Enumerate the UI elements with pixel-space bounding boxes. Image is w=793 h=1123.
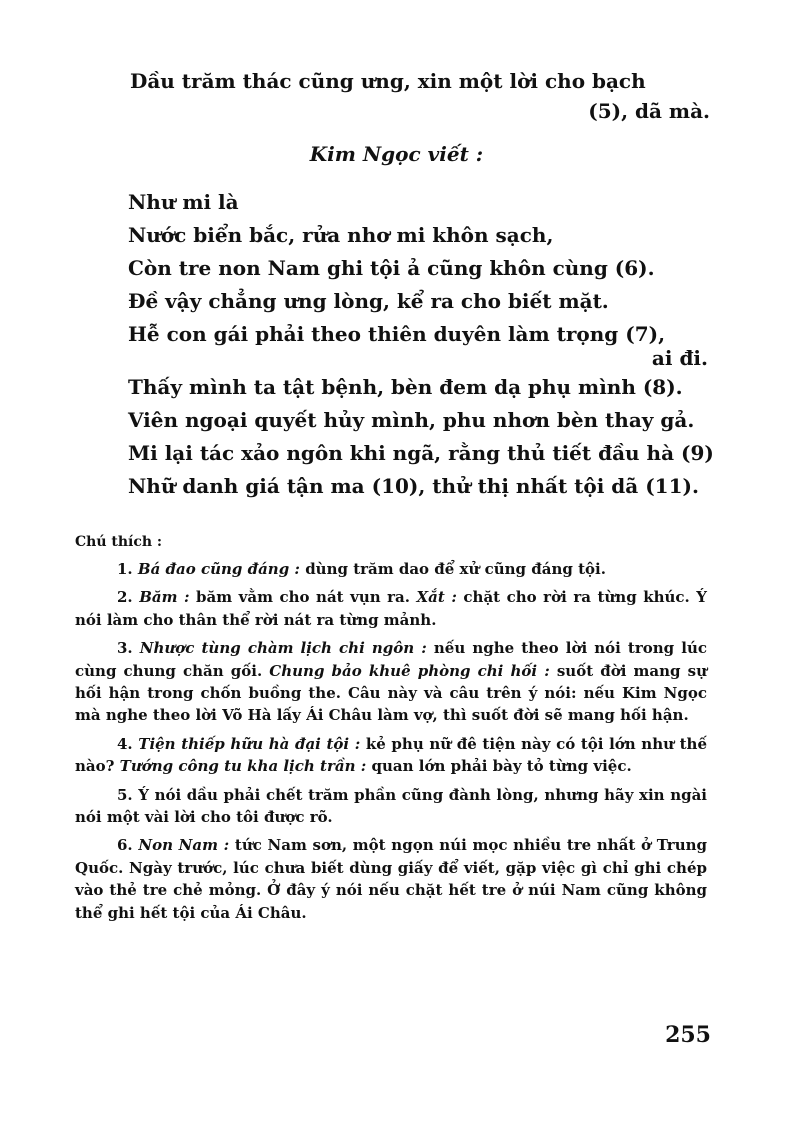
poem-line: Còn tre non Nam ghi tội ả cũng khôn cùng (6).	[128, 256, 655, 280]
poem-line: Hễ con gái phải theo thiên duyên làm trọng (7),	[128, 322, 666, 346]
poem-line: Mi lại tác xảo ngôn khi ngã, rằng thủ tiết đầu hà (9)	[128, 441, 714, 465]
footnote-term: Băm :	[139, 588, 190, 607]
footnote-text: 1.	[117, 560, 138, 578]
footnotes-list	[75, 558, 707, 924]
footnote	[75, 834, 707, 924]
footnote-term: Nhược tùng chàm lịch chi ngôn :	[139, 639, 427, 658]
footnote	[75, 586, 707, 631]
speaker-heading: Kim Ngọc viết :	[309, 142, 484, 166]
footnote-text: suốt đời mang sự hối hận trong chốn buồng the. Câu này và câu trên ý nói: nếu Kim Ngọc mà nghe theo lời Võ Hà lấy Ái Châu làm vợ, thì suốt đời sẽ mang hối hận.	[75, 661, 707, 725]
footnote-text: chặt cho rời ra từng khúc. Ý nói làm cho thân thể rời nát ra từng mảnh.	[75, 588, 707, 629]
footnote-term: Chung bảo khuê phòng chi hối :	[269, 661, 550, 680]
footnote	[75, 637, 707, 727]
footnotes	[75, 534, 707, 930]
poem-line: Nhữ danh giá tận ma (10), thử thị nhất tội dã (11).	[128, 474, 699, 498]
footnote-term: Tiện thiếp hữu hà đại tội :	[138, 734, 361, 753]
footnote-term: Xắt :	[416, 588, 457, 607]
footnote	[75, 558, 707, 580]
verse-line: Dầu trăm thác cũng ưng, xin một lời cho bạch	[130, 69, 646, 93]
verse-continuation	[130, 66, 710, 126]
poem-line: Viên ngoại quyết hủy mình, phu nhơn bèn thay gả.	[128, 408, 695, 432]
poem-line: Thấy mình ta tật bệnh, bèn đem dạ phụ mình (8).	[128, 375, 683, 399]
verse-line-continuation: (5), dã mà.	[588, 99, 710, 123]
footnote-text: 5. Ý nói dầu phải chết trăm phần cũng đành lòng, nhưng hãy xin ngài nói một vài lời cho tôi được rõ.	[75, 785, 707, 827]
footnote-text: 4.	[117, 734, 139, 753]
footnote-term: Bá đao cũng đáng :	[137, 560, 300, 578]
poem-line: Đề vậy chẳng ưng lòng, kể ra cho biết mặt.	[128, 289, 609, 313]
poem-line-continuation: ai đi.	[651, 346, 708, 370]
poem-line: Nước biển bắc, rửa nhơ mi khôn sạch,	[128, 223, 554, 247]
poem-line: Như mi là	[128, 190, 239, 214]
footnote-text: dùng trăm dao để xử cũng đáng tội.	[299, 560, 606, 578]
footnote	[75, 784, 707, 829]
page-number: 255	[665, 1022, 711, 1048]
footnote-text: kẻ phụ nữ đê tiện này có tội lớn như thế nào?	[75, 734, 707, 776]
footnote-text: băm vằm cho nát vụn ra.	[189, 588, 417, 607]
footnote-text: tức Nam sơn, một ngọn núi mọc nhiều tre nhất ở Trung Quốc. Ngày trước, lúc chưa biết dùng giấy để viết, gặp việc gì chỉ ghi chép vào thẻ tre chẻ mỏng. Ở đây ý nói nếu chặt hết tre ở núi Nam cũng không thể ghi hết tội của Ái Châu.	[75, 836, 708, 922]
poem-block	[128, 186, 714, 503]
footnote-text: 2.	[117, 588, 140, 607]
footnote-text: 6.	[117, 836, 139, 855]
footnotes-title: Chú thích :	[75, 534, 163, 550]
footnote-text: nếu nghe theo lời nói trong lúc cùng chung chăn gối.	[75, 639, 707, 680]
footnote-text: quan lớn phải bày tỏ từng việc.	[366, 757, 632, 776]
footnote-term: Non Nam :	[138, 836, 230, 855]
footnote	[75, 733, 707, 778]
footnote-text: 3.	[117, 639, 140, 658]
footnote-term: Tướng công tu kha lịch trần :	[119, 757, 367, 776]
